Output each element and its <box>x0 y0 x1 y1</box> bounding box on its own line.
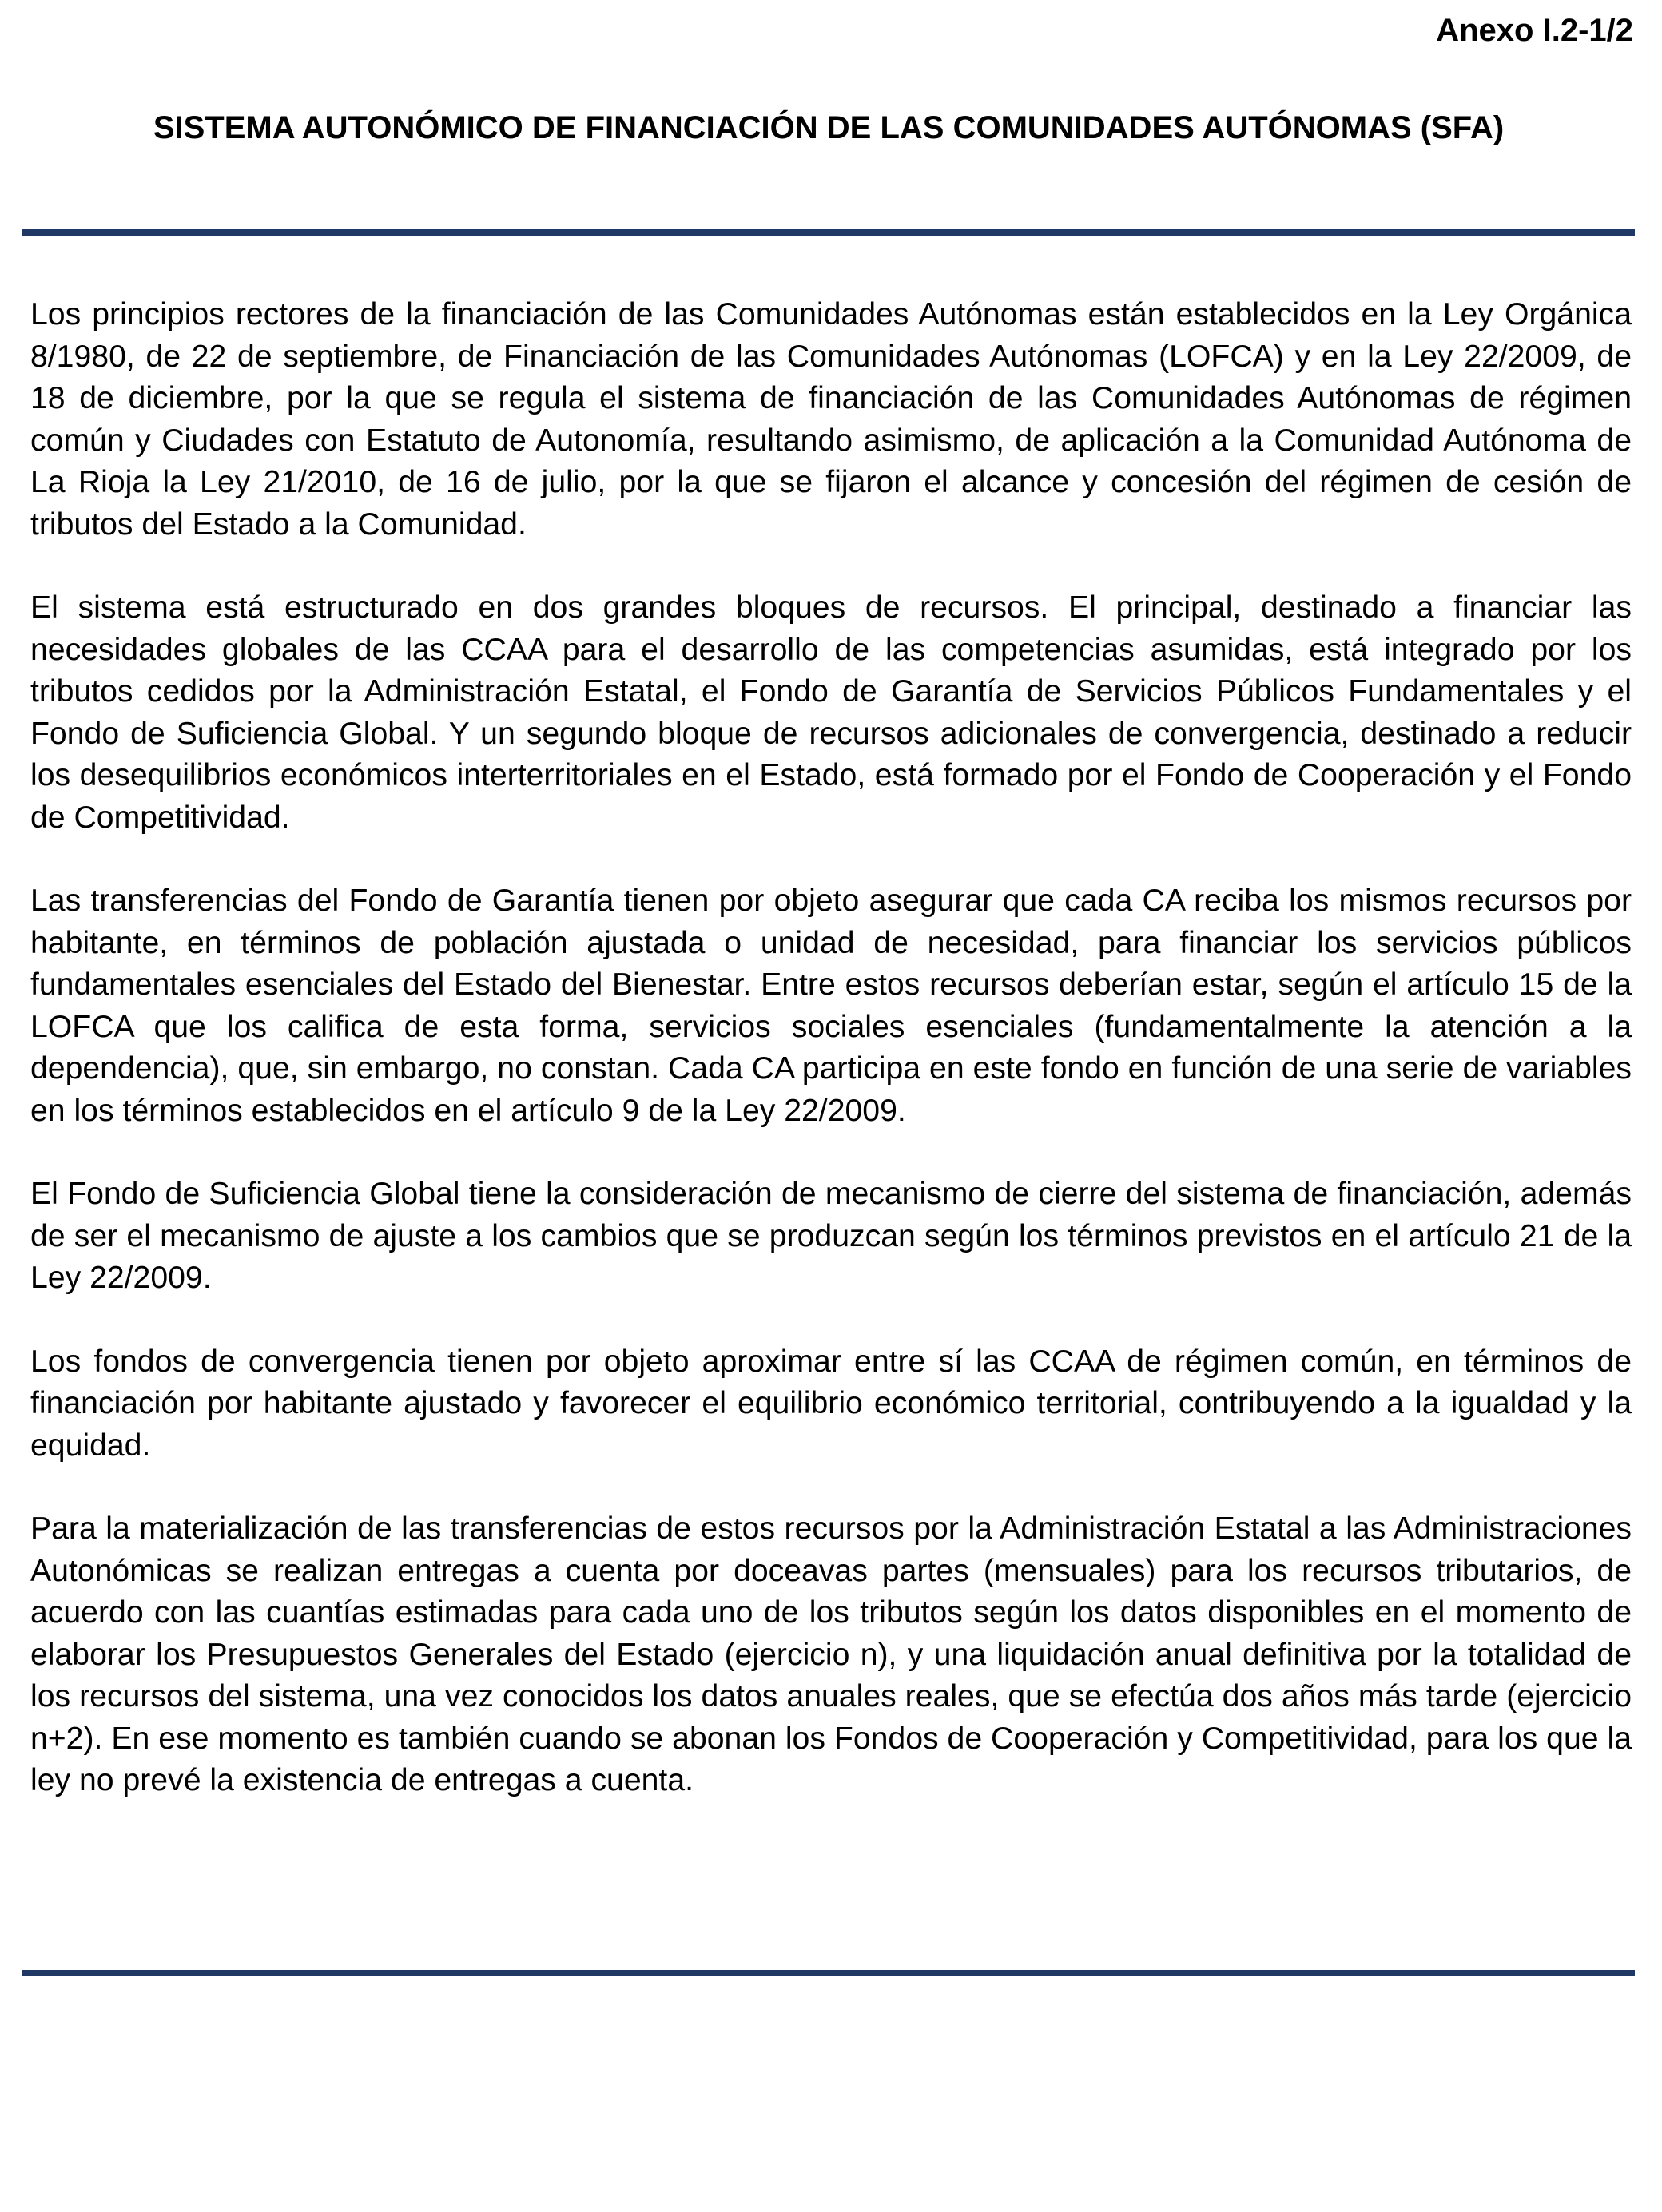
bottom-divider <box>22 1970 1635 1976</box>
paragraph-transfers: Para la materialización de las transferencias de estos recursos por la Administración Estatal a las Administraciones Autonómicas se realizan entregas a cuenta por doceavas partes (mensuales) para los recursos tributarios, de acuerdo con las cuantías estimadas para cada uno de los tributos según los datos disponibles en el momento de elaborar los Presupuestos Generales del Estado (ejercicio n), y una liquidación anual definitiva por la totalidad de los recursos del sistema, una vez conocidos los datos anuales reales, que se efectúa dos años más tarde (ejercicio n+2). En ese momento es también cuando se abonan los Fondos de Cooperación y Competitividad, para los que la ley no prevé la existencia de entregas a cuenta. <box>30 1511 1632 1797</box>
paragraph-sufficiency-fund: El Fondo de Suficiencia Global tiene la consideración de mecanismo de cierre del sistema de financiación, además de ser el mecanismo de ajuste a los cambios que se produzcan según los términos previstos en el artículo 21 de la Ley 22/2009. <box>30 1177 1632 1295</box>
document-title: SISTEMA AUTONÓMICO DE FINANCIACIÓN DE LAS COMUNIDADES AUTÓNOMAS (SFA) <box>153 110 1505 145</box>
paragraph-legal-framework: Los principios rectores de la financiación de las Comunidades Autónomas están establecidos en la Ley Orgánica 8/1980, de 22 de septiembre, de Financiación de las Comunidades Autónomas (LOFCA) y en la Ley 22/2009, de 18 de diciembre, por la que se regula el sistema de financiación de las Comunidades Autónomas de régimen común y Ciudades con Estatuto de Autonomía, resultando asimismo, de aplicación a la Comunidad Autónoma de La Rioja la Ley 21/2010, de 16 de julio, por la que se fijaron el alcance y concesión del régimen de cesión de tributos del Estado a la Comunidad. <box>30 297 1632 542</box>
paragraph-guarantee-fund: Las transferencias del Fondo de Garantía tienen por objeto asegurar que cada CA reciba los mismos recursos por habitante, en términos de población ajustada o unidad de necesidad, para financiar los servicios públicos fundamentales esenciales del Estado del Bienestar. Entre estos recursos deberían estar, según el artículo 15 de la LOFCA que los califica de esta forma, servicios sociales esenciales (fundamentalmente la atención a la dependencia), que, sin embargo, no constan. Cada CA participa en este fondo en función de una serie de variables en los términos establecidos en el artículo 9 de la Ley 22/2009. <box>30 884 1632 1128</box>
paragraph-system-structure: El sistema está estructurado en dos grandes bloques de recursos. El principal, destinado a financiar las necesidades globales de las CCAA para el desarrollo de las competencias asumidas, está integrado por los tributos cedidos por la Administración Estatal, el Fondo de Garantía de Servicios Públicos Fundamentales y el Fondo de Suficiencia Global. Y un segundo bloque de recursos adicionales de convergencia, destinado a reducir los desequilibrios económicos interterritoriales en el Estado, está formado por el Fondo de Cooperación y el Fondo de Competitividad. <box>30 590 1632 835</box>
top-divider <box>22 229 1635 236</box>
document-body <box>30 294 1632 1844</box>
annex-label: Anexo I.2-1/2 <box>1436 13 1633 48</box>
paragraph-convergence-funds: Los fondos de convergencia tienen por objeto aproximar entre sí las CCAA de régimen común, en términos de financiación por habitante ajustado y favorecer el equilibrio económico territorial, contribuyendo a la igualdad y la equidad. <box>30 1344 1632 1463</box>
